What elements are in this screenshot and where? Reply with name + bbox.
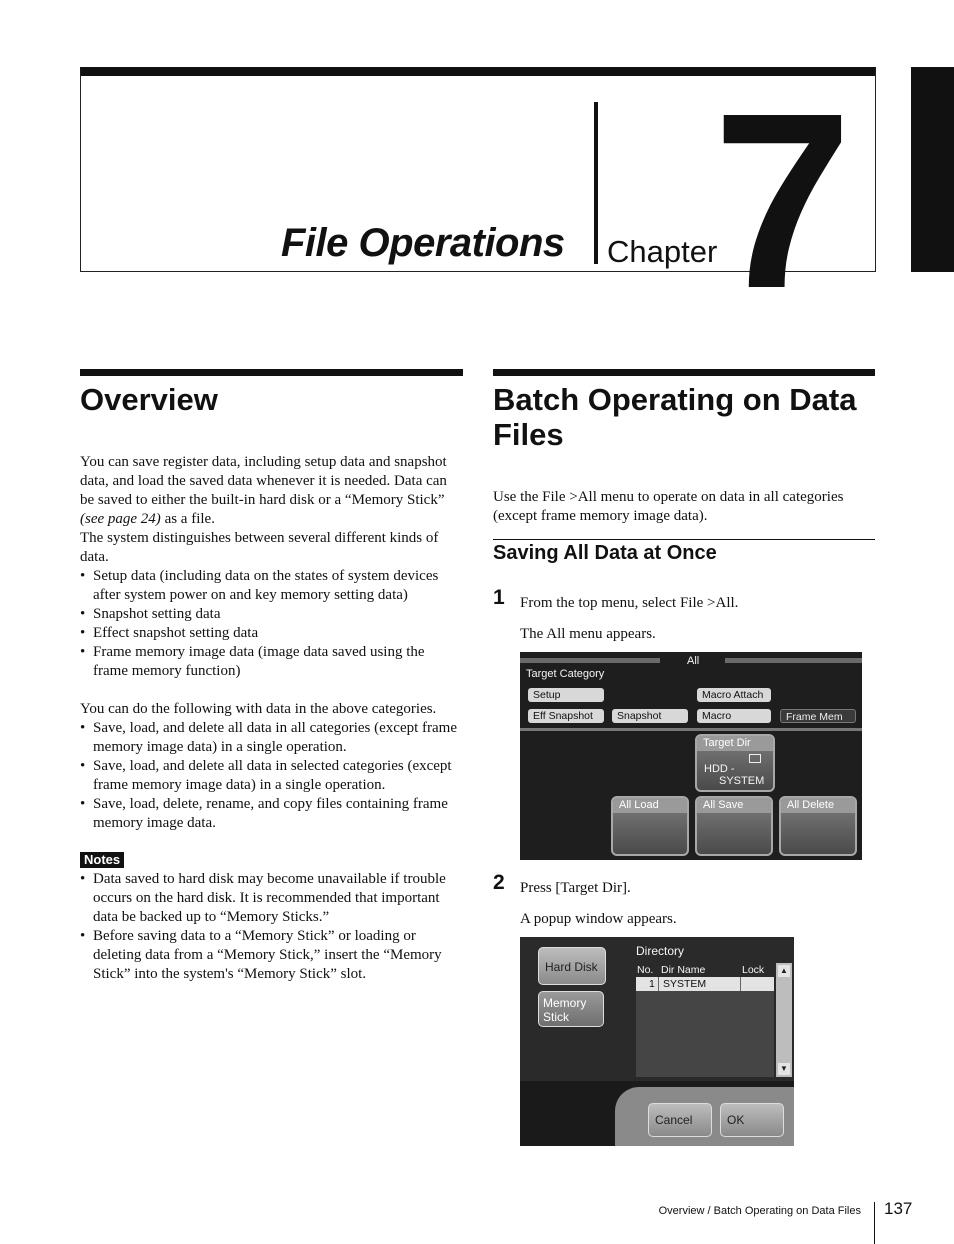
target-category-label: Target Category [526, 668, 605, 680]
table-row[interactable] [636, 977, 774, 991]
all-load-button[interactable] [611, 796, 689, 856]
list-item: • Before saving data to a “Memory Stick” or loading or deleting data from a “Memory Stick,” insert the “Memory Stick” into the system's “Memory Stick” slot. [80, 927, 463, 984]
footer-rule [874, 1202, 875, 1244]
chapter-side-tab [911, 67, 954, 272]
cell-divider [740, 977, 741, 991]
notes-badge: Notes [80, 852, 124, 868]
list-item: • Effect snapshot setting data [80, 624, 463, 643]
all-save-button[interactable] [695, 796, 773, 856]
step-1-result: The All menu appears. [520, 626, 656, 642]
chapter-divider [594, 102, 598, 264]
subsection-rule [493, 539, 875, 565]
target-dir-value-1: HDD - [704, 763, 735, 775]
all-delete-label: All Delete [781, 798, 855, 813]
chapter-banner [80, 61, 876, 340]
row-no: 1 [649, 978, 655, 990]
running-head: Overview / Batch Operating on Data Files [658, 1205, 861, 1217]
cell-divider [658, 977, 659, 991]
step-1-text: From the top menu, select File >All. [520, 595, 739, 611]
all-save-label: All Save [697, 798, 771, 813]
chapter-number: 7 [713, 61, 853, 340]
chapter-title: File Operations [281, 221, 565, 265]
step-number-1: 1 [493, 586, 505, 609]
divider [520, 728, 862, 731]
batch-heading: Batch Operating on Data Files [493, 382, 857, 452]
list-item: • Snapshot setting data [80, 605, 463, 624]
subsection-heading: Saving All Data at Once [493, 542, 717, 564]
step-number-2: 2 [493, 871, 505, 894]
memory-stick-button[interactable] [538, 991, 604, 1027]
scrollbar[interactable] [776, 963, 792, 1077]
section-rule [80, 369, 463, 376]
list-item: • Save, load, and delete all data in selected categories (except frame memory image data) in a single operation. [80, 757, 463, 795]
ok-button[interactable]: OK [720, 1103, 784, 1137]
list-item: • Data saved to hard disk may become unavailable if trouble occurs on the hard disk. It is recommended that important data be backed up to “Memory Sticks.” [80, 870, 463, 927]
page-number: 137 [884, 1199, 913, 1218]
col-lock-header: Lock [742, 964, 765, 976]
cancel-button[interactable]: Cancel [648, 1103, 712, 1137]
kinds-list [80, 567, 463, 681]
scroll-down-icon[interactable]: ▼ [778, 1063, 790, 1075]
all-menu-screenshot [520, 652, 862, 860]
memory-stick-label-1: Memory [543, 996, 587, 1010]
batch-section [493, 369, 875, 565]
overview-section [80, 369, 463, 984]
target-dir-value-2: SYSTEM [719, 775, 765, 787]
list-item: • Frame memory image data (image data saved using the frame memory function) [80, 643, 463, 681]
step-2-text: Press [Target Dir]. [520, 880, 631, 896]
snapshot-button[interactable]: Snapshot [612, 709, 688, 723]
overview-heading: Overview [80, 382, 218, 417]
tab-bar-left [520, 658, 660, 663]
section-rule [493, 369, 875, 376]
tab-bar-right [725, 658, 862, 663]
overview-intro [80, 453, 463, 529]
chapter-label: Chapter [607, 234, 718, 269]
target-dir-popup-screenshot [520, 937, 794, 1146]
row-name: SYSTEM [663, 978, 707, 990]
target-dir-button[interactable] [695, 734, 775, 792]
list-item: • Setup data (including data on the states of system devices after system power on and key memory setting data) [80, 567, 463, 605]
list-item: • Save, load, delete, rename, and copy files containing frame memory image data. [80, 795, 463, 833]
batch-intro: Use the File >All menu to operate on data in all categories (except frame memory image data). [493, 489, 844, 524]
all-delete-button[interactable] [779, 796, 857, 856]
overview-intro-tail: as a file. [160, 511, 215, 527]
ops-intro: You can do the following with data in the above categories. [80, 701, 437, 717]
frame-mem-button[interactable]: Frame Mem [780, 709, 856, 723]
notes-block [80, 851, 463, 984]
list-item: • Save, load, and delete all data in all categories (except frame memory image data) in a single operation. [80, 719, 463, 757]
macro-attach-button[interactable]: Macro Attach [697, 688, 771, 702]
eff-snapshot-button[interactable]: Eff Snapshot [528, 709, 604, 723]
setup-button[interactable]: Setup [528, 688, 604, 702]
scroll-up-icon[interactable]: ▲ [778, 965, 790, 977]
directory-label: Directory [636, 944, 685, 958]
notes-list [80, 870, 463, 984]
all-load-label: All Load [613, 798, 687, 813]
hard-disk-button[interactable]: Hard Disk [538, 947, 606, 985]
directory-list-area [636, 991, 774, 1077]
popup-window-icon [749, 754, 761, 763]
col-name-header: Dir Name [661, 964, 706, 976]
target-dir-caption: Target Dir [697, 736, 773, 751]
col-no-header: No. [637, 964, 654, 976]
overview-intro-text: You can save register data, including setup data and snapshot data, and load the saved data whenever it is needed. Data can be saved to either the built-in hard disk or a “Memory Stick” [80, 454, 447, 508]
page-reference: (see page 24) [80, 511, 161, 527]
step-2-result: A popup window appears. [520, 911, 677, 927]
memory-stick-label-2: Stick [543, 1010, 570, 1024]
macro-button[interactable]: Macro [697, 709, 771, 723]
kinds-intro: The system distinguishes between several different kinds of data. [80, 530, 439, 565]
ops-list [80, 719, 463, 833]
tab-all[interactable]: All [687, 655, 700, 667]
